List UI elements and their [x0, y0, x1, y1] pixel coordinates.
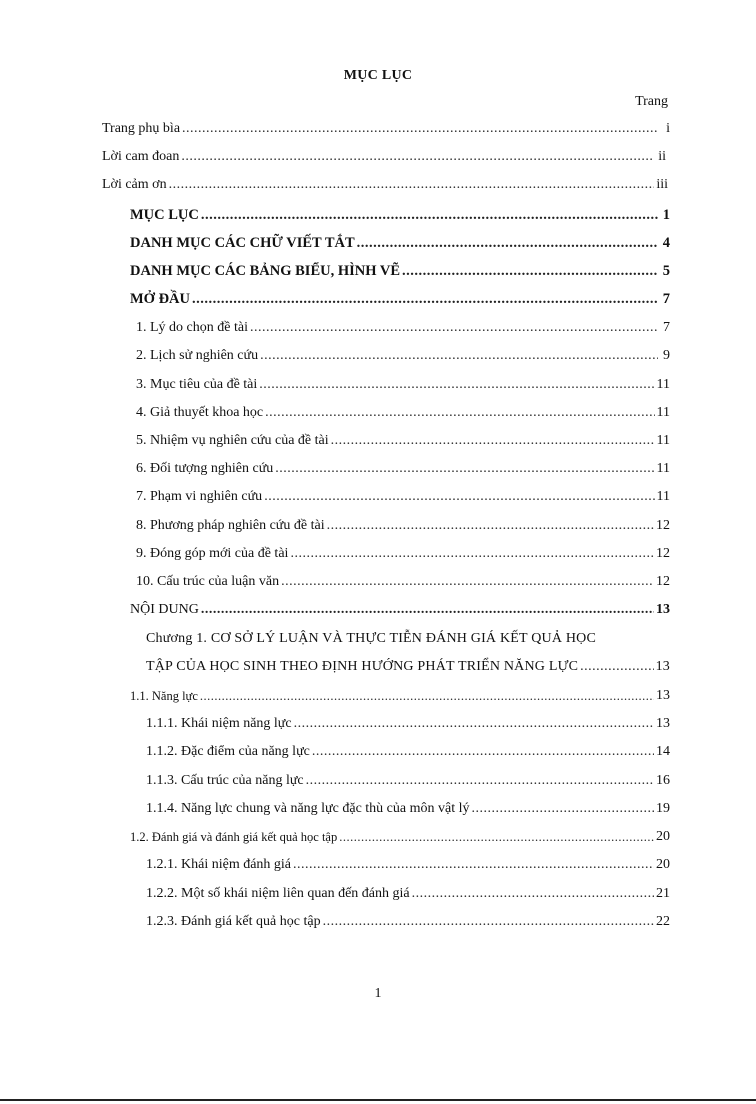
toc-entry — [130, 206, 670, 224]
toc-entry — [146, 885, 670, 903]
toc-entry-text: 5. Nhiệm vụ nghiên cứu của đề tài — [136, 433, 329, 448]
toc-entry-text: Lời cam đoan — [102, 149, 180, 164]
toc-leader-dots — [312, 743, 654, 761]
toc-entry-page: 5 — [662, 263, 670, 279]
toc-entry-page: 20 — [656, 829, 670, 844]
toc-entry-text: 4. Giả thuyết khoa học — [136, 405, 264, 420]
toc-entry — [146, 658, 670, 676]
toc-entry-page: 13 — [656, 688, 670, 703]
toc-entry — [102, 148, 666, 166]
toc-entry-page: 4 — [662, 235, 670, 251]
toc-entry — [136, 347, 670, 365]
toc-entry-page: 1 — [662, 207, 670, 223]
toc-entry — [136, 432, 670, 450]
toc-entry — [146, 630, 666, 648]
toc-entry-text: DANH MỤC CÁC BẢNG BIỂU, HÌNH VẼ — [130, 263, 401, 279]
toc-entry-page: 19 — [656, 801, 670, 816]
toc-entry-text: 1.1.2. Đặc điểm của năng lực — [146, 744, 310, 759]
toc-entry — [130, 290, 670, 308]
toc-entry-text: 1.2.3. Đánh giá kết quả học tập — [146, 914, 321, 929]
toc-entry-text: TẬP CỦA HỌC SINH THEO ĐỊNH HƯỚNG PHÁT TRIỂN NĂNG LỰC — [146, 659, 579, 674]
toc-entry-page: 11 — [656, 405, 670, 420]
toc-entry — [146, 800, 670, 818]
toc-entry — [146, 913, 670, 931]
toc-entry — [136, 460, 670, 478]
toc-entry-text: 1.1. Năng lực — [130, 689, 198, 703]
toc-entry-text: 1.1.1. Khái niệm năng lực — [146, 716, 292, 731]
toc-entry-page: 21 — [656, 886, 670, 901]
toc-entry-page: 9 — [663, 348, 670, 363]
toc-entry-page: i — [666, 121, 670, 136]
toc-leader-dots — [260, 347, 658, 365]
toc-leader-dots — [192, 290, 658, 308]
footer-page-number: 1 — [374, 986, 382, 1001]
toc-leader-dots — [357, 234, 658, 252]
toc-leader-dots — [290, 545, 654, 563]
toc-entry — [136, 376, 670, 394]
toc-entry-page: 12 — [656, 574, 670, 589]
toc-entry-page: 13 — [656, 602, 670, 617]
toc-leader-dots — [201, 206, 658, 224]
toc-leader-dots — [200, 687, 654, 705]
toc-entry-text: NỘI DUNG — [130, 602, 199, 617]
toc-leader-dots — [412, 885, 654, 903]
toc-leader-dots — [259, 376, 654, 394]
toc-entry — [136, 517, 670, 535]
toc-leader-dots — [339, 828, 654, 846]
toc-leader-dots — [281, 573, 654, 591]
page-column-header: Trang — [635, 94, 668, 109]
toc-leader-dots — [169, 176, 655, 194]
toc-leader-dots — [306, 772, 654, 790]
toc-entry-text: MỤC LỤC — [130, 207, 199, 223]
toc-entry-text: 1.1.3. Cấu trúc của năng lực — [146, 773, 304, 788]
toc-entry-text: 1. Lý do chọn đề tài — [136, 320, 248, 335]
toc-entry-text: Lời cảm ơn — [102, 177, 167, 192]
toc-entry — [146, 743, 670, 761]
toc-leader-dots — [264, 488, 654, 506]
toc-entry-text: 10. Cấu trúc của luận văn — [136, 574, 280, 589]
toc-leader-dots — [265, 404, 654, 422]
toc-leader-dots — [327, 517, 654, 535]
toc-entry — [136, 319, 670, 337]
toc-leader-dots — [201, 601, 654, 619]
bottom-edge-line — [0, 1099, 756, 1101]
toc-entry — [130, 687, 670, 705]
toc-entry-page: 12 — [656, 518, 670, 533]
toc-entry — [136, 488, 670, 506]
toc-entry — [136, 545, 670, 563]
toc-leader-dots — [182, 120, 658, 138]
toc-entry-page: 11 — [656, 433, 670, 448]
toc-entry-page: 7 — [662, 291, 670, 307]
toc-entry — [130, 234, 670, 252]
toc-entry-text: DANH MỤC CÁC CHỮ VIẾT TẮT — [130, 235, 355, 251]
toc-entry — [130, 828, 670, 846]
toc-entry — [146, 715, 670, 733]
toc-leader-dots — [294, 715, 654, 733]
toc-leader-dots — [293, 856, 654, 874]
toc-entry-page: 13 — [655, 659, 670, 674]
toc-entry — [130, 601, 670, 619]
toc-entry-page: ii — [658, 149, 666, 164]
toc-entry-page: 12 — [656, 546, 670, 561]
toc-entry — [130, 262, 670, 280]
toc-entry-text: 7. Phạm vi nghiên cứu — [136, 489, 263, 504]
toc-leader-dots — [275, 460, 654, 478]
toc-leader-dots — [580, 658, 653, 676]
toc-entry-page: 11 — [656, 489, 670, 504]
toc-entry — [102, 176, 668, 194]
toc-entry-text: 6. Đối tượng nghiên cứu — [136, 461, 274, 476]
toc-entry-page: 22 — [656, 914, 670, 929]
toc-entry-page: 11 — [656, 377, 670, 392]
toc-entry — [136, 573, 670, 591]
toc-entry-page: 16 — [656, 773, 670, 788]
toc-entry-text: 1.2. Đánh giá và đánh giá kết quả học tập — [130, 830, 338, 844]
toc-entry-text: 3. Mục tiêu của đề tài — [136, 377, 258, 392]
toc-leader-dots — [323, 913, 654, 931]
toc-entry-text: 1.2.1. Khái niệm đánh giá — [146, 857, 292, 872]
toc-entry-text: 1.1.4. Năng lực chung và năng lực đặc thù của môn vật lý — [146, 801, 470, 816]
toc-leader-dots — [331, 432, 655, 450]
toc-leader-dots — [402, 262, 658, 280]
toc-leader-dots — [471, 800, 654, 818]
toc-entry — [146, 772, 670, 790]
toc-entry-text: 1.2.2. Một số khái niệm liên quan đến đánh giá — [146, 886, 410, 901]
toc-entry-page: 14 — [656, 744, 670, 759]
toc-entry-text: MỞ ĐẦU — [130, 291, 191, 307]
toc-entry-text: 8. Phương pháp nghiên cứu đề tài — [136, 518, 325, 533]
toc-entry — [146, 856, 670, 874]
toc-entry — [102, 120, 670, 138]
toc-entry-page: 7 — [663, 320, 670, 335]
toc-entry-page: 20 — [656, 857, 670, 872]
toc-entry-page: 13 — [656, 716, 670, 731]
toc-entry-text: 9. Đóng góp mới của đề tài — [136, 546, 289, 561]
toc-leader-dots — [250, 319, 658, 337]
toc-entry-text: 2. Lịch sử nghiên cứu — [136, 348, 259, 363]
toc-entry-text: Trang phụ bìa — [102, 121, 181, 136]
toc-leader-dots — [181, 148, 654, 166]
toc-entry-page: 11 — [656, 461, 670, 476]
toc-entry — [136, 404, 670, 422]
toc-entry-text: Chương 1. CƠ SỞ LÝ LUẬN VÀ THỰC TIỄN ĐÁNH GIÁ KẾT QUẢ HỌC — [146, 631, 596, 646]
page-title: MỤC LỤC — [343, 68, 413, 83]
toc-entry-page: iii — [656, 177, 668, 192]
